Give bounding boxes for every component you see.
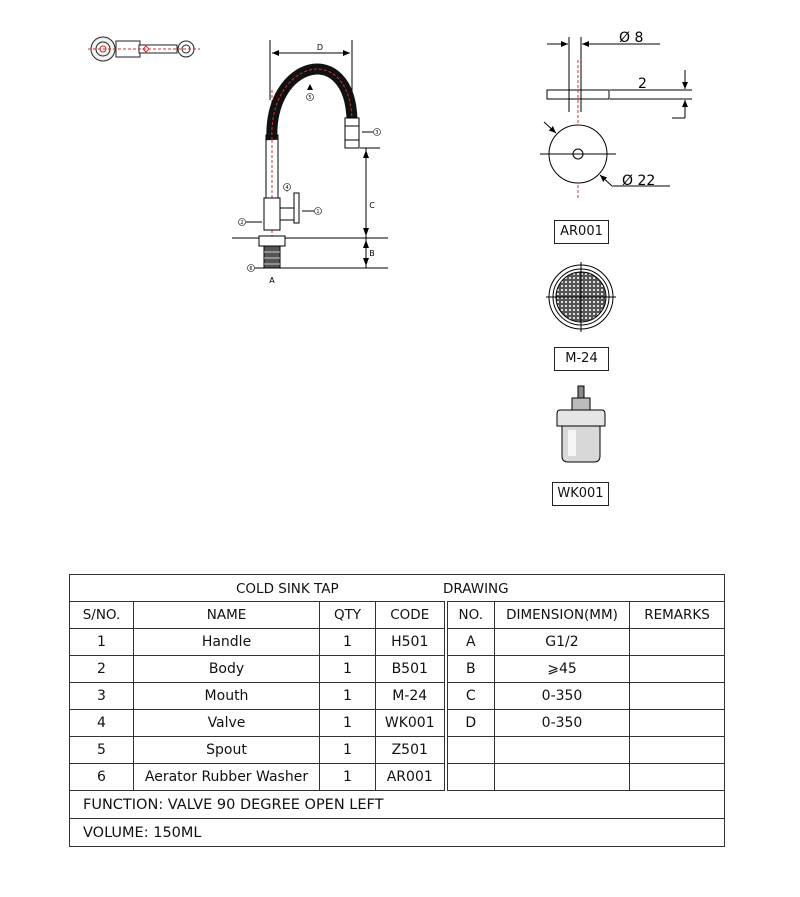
cell-code: Z501 — [376, 737, 446, 764]
cell-name: Mouth — [134, 683, 320, 710]
header-dimension: DIMENSION(MM) — [495, 602, 630, 629]
cell-dimension — [495, 764, 630, 791]
callout-4: 4 — [285, 185, 289, 191]
cell-no — [446, 764, 495, 791]
cell-qty: 1 — [320, 656, 376, 683]
dim-letter-b: B — [369, 249, 375, 258]
cell-remarks — [630, 710, 725, 737]
part-label-m24: M-24 — [554, 347, 609, 371]
table-row — [70, 629, 725, 656]
cell-code: AR001 — [376, 764, 446, 791]
volume-note: VOLUME: 150ML — [70, 819, 725, 847]
dim-outer: Ø 22 — [622, 173, 656, 189]
cell-name: Spout — [134, 737, 320, 764]
cell-no: D — [446, 710, 495, 737]
callout-6: 6 — [249, 266, 253, 272]
cell-sno: 5 — [70, 737, 134, 764]
aerator-washer-drawing — [540, 30, 692, 200]
table-row — [70, 737, 725, 764]
cell-qty: 1 — [320, 683, 376, 710]
header-remarks: REMARKS — [630, 602, 725, 629]
table-row — [70, 710, 725, 737]
cell-qty: 1 — [320, 629, 376, 656]
tap-side-view — [232, 40, 388, 285]
cell-dimension: 0-350 — [495, 683, 630, 710]
part-label-ar001: AR001 — [554, 220, 609, 244]
cell-dimension: G1/2 — [495, 629, 630, 656]
cell-code: B501 — [376, 656, 446, 683]
cell-dimension: ⩾45 — [495, 656, 630, 683]
cell-qty: 1 — [320, 764, 376, 791]
table-row — [70, 764, 725, 791]
cell-qty: 1 — [320, 710, 376, 737]
callout-3: 3 — [375, 130, 379, 136]
cell-sno: 6 — [70, 764, 134, 791]
function-row — [70, 791, 725, 819]
dim-letter-c: C — [369, 201, 375, 210]
cell-sno: 4 — [70, 710, 134, 737]
header-qty: QTY — [320, 602, 376, 629]
volume-row — [70, 819, 725, 847]
table-row — [70, 656, 725, 683]
table-header-row — [70, 602, 725, 629]
cell-name: Valve — [134, 710, 320, 737]
cell-remarks — [630, 656, 725, 683]
cell-sno: 2 — [70, 656, 134, 683]
cell-remarks — [630, 683, 725, 710]
cell-remarks — [630, 764, 725, 791]
callout-1: 1 — [316, 209, 320, 215]
cell-name: Body — [134, 656, 320, 683]
dim-letter-d: D — [316, 43, 324, 52]
cell-name: Aerator Rubber Washer — [134, 764, 320, 791]
header-name: NAME — [134, 602, 320, 629]
handle-top-view — [88, 37, 200, 61]
cell-remarks — [630, 629, 725, 656]
cell-dimension: 0-350 — [495, 710, 630, 737]
callout-5: 5 — [308, 95, 312, 101]
cell-no — [446, 737, 495, 764]
cell-dimension — [495, 737, 630, 764]
cell-sno: 3 — [70, 683, 134, 710]
cell-code: WK001 — [376, 710, 446, 737]
specification-table — [69, 574, 725, 847]
header-no: NO. — [446, 602, 495, 629]
cell-name: Handle — [134, 629, 320, 656]
table-title-row — [70, 575, 725, 602]
cell-no: A — [446, 629, 495, 656]
part-label-wk001: WK001 — [552, 482, 609, 506]
callout-2: 2 — [240, 220, 244, 226]
cell-no: B — [446, 656, 495, 683]
cell-no: C — [446, 683, 495, 710]
function-note: FUNCTION: VALVE 90 DEGREE OPEN LEFT — [70, 791, 725, 819]
header-code: CODE — [376, 602, 446, 629]
mouth-mesh-drawing — [546, 262, 616, 332]
dim-letter-a: A — [269, 276, 275, 285]
header-sno: S/NO. — [70, 602, 134, 629]
valve-cartridge-drawing — [557, 386, 605, 462]
cell-qty: 1 — [320, 737, 376, 764]
cell-code: M-24 — [376, 683, 446, 710]
table-subtitle: DRAWING — [443, 581, 509, 597]
dim-hole: Ø 8 — [619, 30, 644, 46]
cell-sno: 1 — [70, 629, 134, 656]
table-title: COLD SINK TAP — [236, 581, 339, 597]
dim-thickness: 2 — [638, 76, 647, 92]
table-row — [70, 683, 725, 710]
cell-code: H501 — [376, 629, 446, 656]
cell-remarks — [630, 737, 725, 764]
